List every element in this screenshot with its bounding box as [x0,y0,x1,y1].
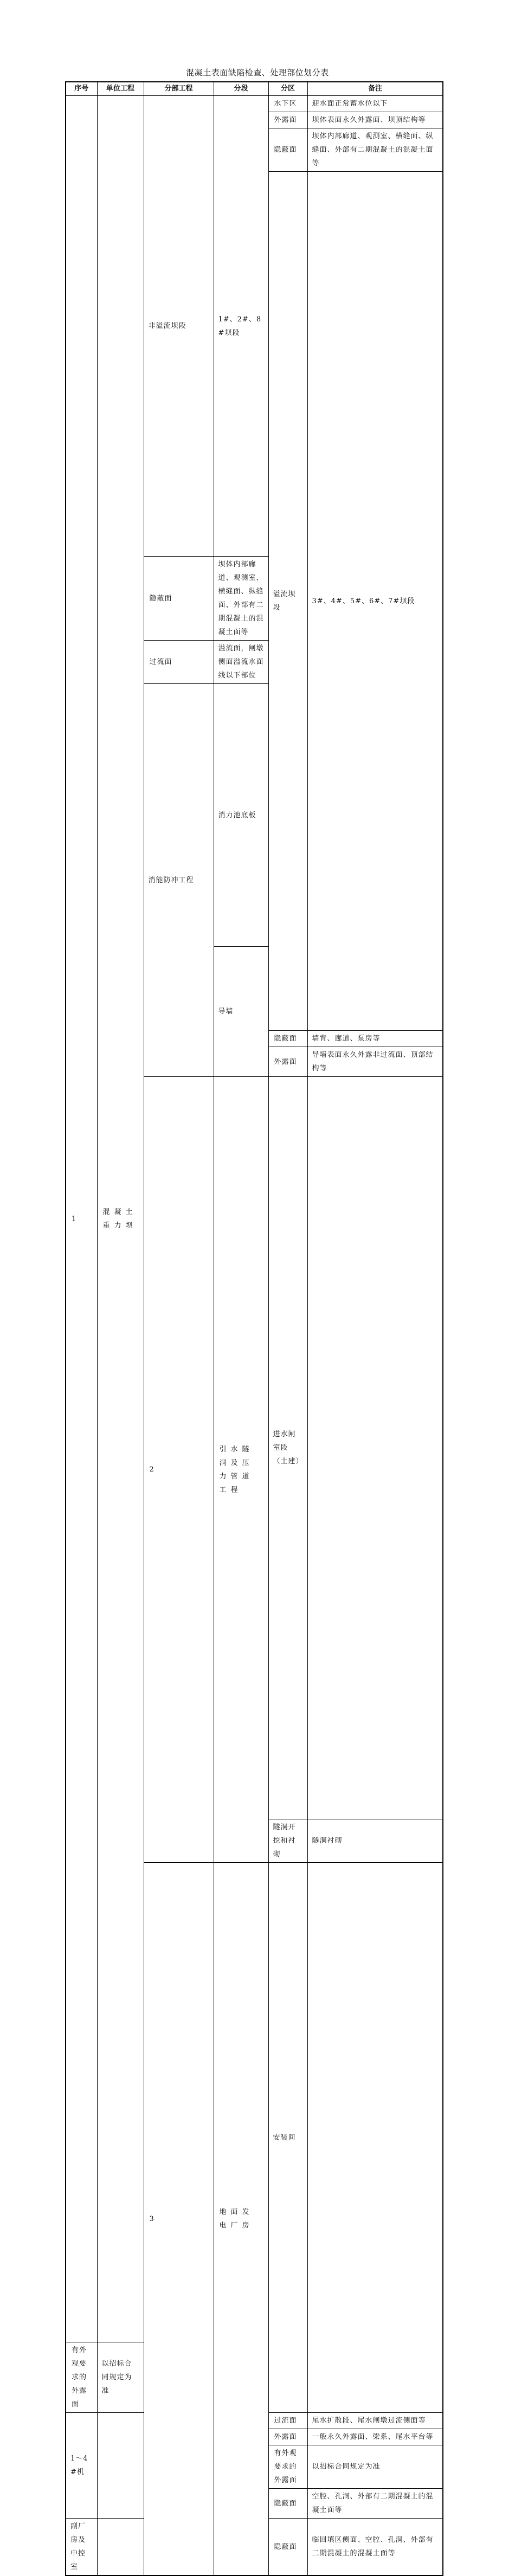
note-cell: 溢流面，闸墩侧面溢流水面线以下部位 [214,641,268,684]
segment-name: 导墙 [214,947,268,1077]
part-name: 1～4#机 [66,2413,97,2519]
unit-name: 引水隧洞及压力管道工程 [214,1077,268,1863]
zone-cell: 外露面 [268,112,307,128]
header-zone: 分区 [268,82,307,96]
segment-name: 1#、2#、8#坝段 [214,96,268,557]
part-name: 安装间 [268,1863,307,2413]
note-cell: 以招标合同规定为准 [97,2342,144,2413]
note-cell: 空腔、孔洞、外部有二期混凝土的混凝土面等 [307,2489,443,2519]
partition-table [65,81,443,2576]
group-idx: 2 [144,1077,214,1863]
zone-cell: 隐蔽面 [268,128,307,172]
zone-cell: 外露面 [268,1047,307,1077]
zone-cell: 有外观要求的外露面 [66,2342,97,2413]
part-name: 副厂房及中控室 [66,2519,97,2576]
note-cell: 一般永久外露面、梁系、尾水平台等 [307,2429,443,2445]
unit-name: 地面发电厂房 [214,1863,268,2576]
zone-cell: 隐蔽面 [268,1031,307,1047]
part-name: 非溢流坝段 [144,96,214,557]
segment-name: 消力池底板 [214,684,268,947]
group-idx: 3 [144,1863,214,2576]
note-cell: 迎水面正常蓄水位以下 [307,96,443,112]
segment-name [97,2519,144,2576]
note-cell: 临回填区侧面、空腔、孔洞、外部有二期混凝土的混凝土面等 [307,2519,443,2576]
header-segment: 分段 [214,82,268,96]
header-row [66,82,443,96]
header-note: 备注 [307,82,443,96]
note-cell: 尾水扩散段、尾水闸墩过流侧面等 [307,2413,443,2429]
zone-cell: 隐蔽面 [268,2519,307,2576]
zone-cell: 隐蔽面 [268,2489,307,2519]
segment-name: 隧洞衬砌 [307,1819,443,1863]
zone-cell: 过流面 [144,641,214,684]
header-idx: 序号 [66,82,97,96]
segment-name [97,2413,144,2519]
part-name: 消能防冲工程 [144,684,214,1077]
segment-name: 3#、4#、5#、6#、7#坝段 [307,172,443,1031]
part-name: 进水闸室段（土建） [268,1077,307,1819]
segment-name [307,1863,443,2413]
note-cell: 坝体内部廊道、观测室、横缝面、纵缝面、外部有二期混凝土的混凝土面等 [307,128,443,172]
zone-cell: 外露面 [268,2429,307,2445]
group-idx: 1 [66,96,97,2342]
segment-name [307,1077,443,1819]
zone-cell: 水下区 [268,96,307,112]
note-cell: 导墙表面永久外露非过流面、顶部结构等 [307,1047,443,1077]
header-part: 分部工程 [144,82,214,96]
note-cell: 坝体表面永久外露面、坝顶结构等 [307,112,443,128]
zone-cell: 隐蔽面 [144,557,214,641]
part-name: 隧洞开挖和衬砌 [268,1819,307,1863]
table-row [66,96,443,112]
zone-cell: 过流面 [268,2413,307,2429]
zone-cell: 有外观要求的外露面 [268,2445,307,2489]
note-cell: 坝体内部廊道、观测室、横缝面、纵缝面、外部有二期混凝土的混凝土面等 [214,557,268,641]
note-cell: 墙背、廊道、泵房等 [307,1031,443,1047]
header-unit: 单位工程 [97,82,144,96]
document-title: 混凝土表面缺陷检查、处理部位划分表 [186,68,329,78]
part-name: 溢流坝段 [268,172,307,1031]
note-cell: 以招标合同规定为准 [307,2445,443,2489]
unit-name: 混凝土重力坝 [97,96,144,2342]
